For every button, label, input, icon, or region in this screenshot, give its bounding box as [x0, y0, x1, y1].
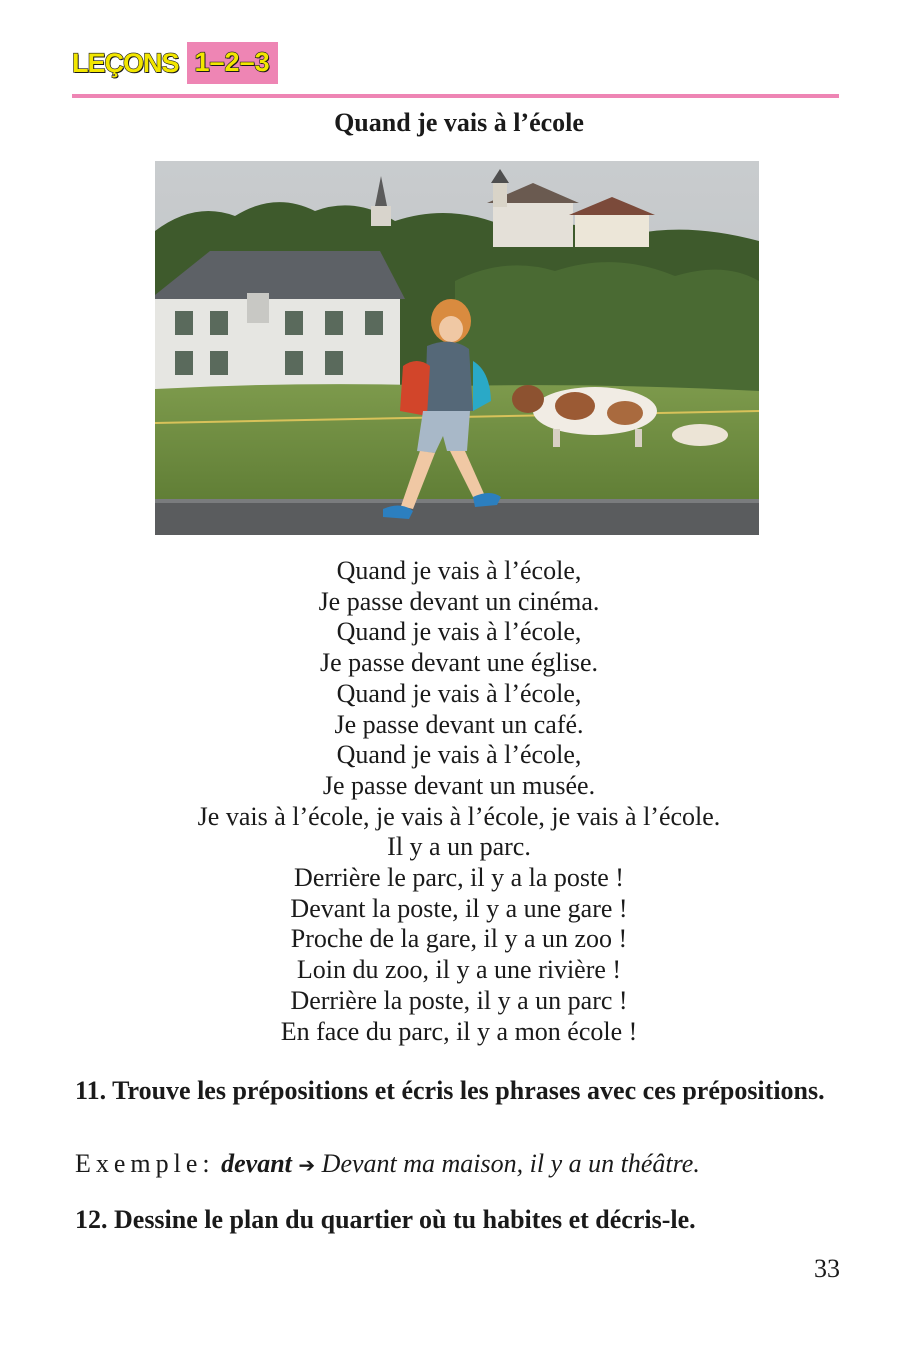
example-keyword: devant — [221, 1149, 292, 1178]
poem-line: En face du parc, il y a mon école ! — [280, 1016, 638, 1046]
exercise-11: 11. Trouve les prépositions et écris les phrases avec ces prépositions. — [75, 1076, 825, 1105]
poem-line: Il y a un parc. — [387, 832, 531, 862]
poem-line: Quand je vais à l’école, — [336, 617, 582, 647]
poem-line: Quand je vais à l’école, — [336, 740, 582, 770]
lessons-header — [72, 42, 278, 84]
poem-line: Derrière la poste, il y a un parc ! — [290, 985, 628, 1015]
example-phrase: Devant ma maison, il y a un théâtre. — [321, 1149, 700, 1178]
poem-line: Devant la poste, il y a une gare ! — [290, 893, 628, 923]
header-divider — [72, 94, 839, 98]
poem-line: Je vais à l’école, je vais à l’école, je vais à l’école. — [197, 801, 721, 831]
exercise-12: 12. Dessine le plan du quartier où tu habites et décris-le. — [75, 1205, 696, 1234]
arrow-right-icon: ➔ — [298, 1153, 316, 1177]
poem-line: Proche de la gare, il y a un zoo ! — [290, 924, 628, 954]
poem-line: Je passe devant un musée. — [322, 770, 596, 800]
poem-line: Derrière le parc, il y a la poste ! — [294, 863, 624, 893]
poem-line: Je passe devant une église. — [320, 648, 598, 678]
poem-line: Loin du zoo, il y a une rivière ! — [296, 955, 622, 985]
poem-line: Quand je vais à l’école, — [336, 678, 582, 708]
page-title: Quand je vais à l’école — [334, 108, 584, 137]
poem-line: Je passe devant un cinéma. — [318, 586, 600, 616]
poem-line: Je passe devant un café. — [334, 709, 584, 739]
example-label: Exemple: — [75, 1149, 215, 1178]
poem — [0, 556, 918, 1047]
page-number: 33 — [814, 1254, 840, 1283]
example-line — [75, 1148, 845, 1181]
photo-child-walking-to-school-icon — [155, 161, 759, 535]
lessons-numbers: 1–2–3 — [187, 42, 278, 84]
poem-line: Quand je vais à l’école, — [336, 556, 582, 585]
lessons-label: LEÇONS — [72, 47, 179, 78]
